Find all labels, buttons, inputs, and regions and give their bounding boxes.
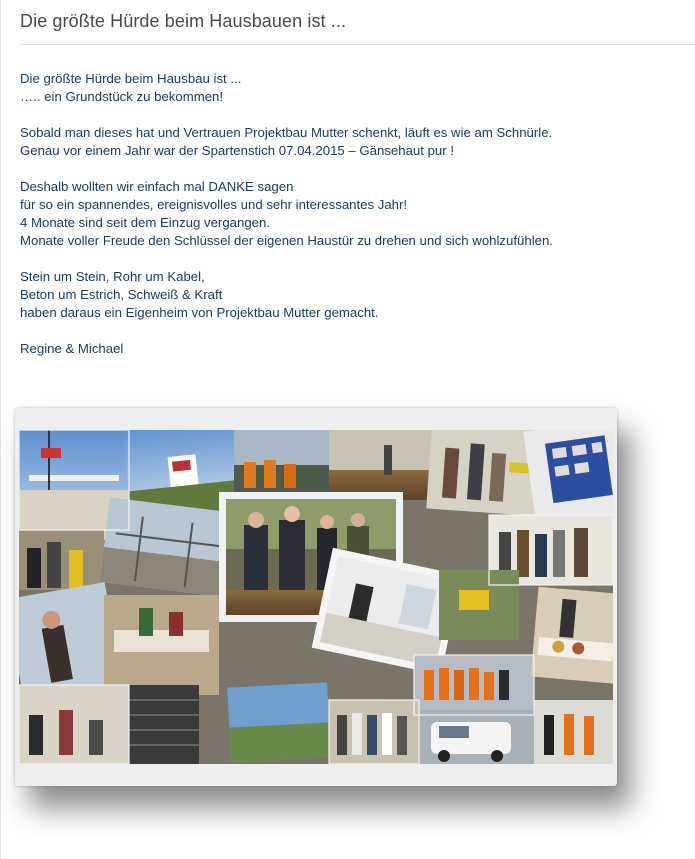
- text-line: Genau vor einem Jahr war der Spartenstich 07.04.2015 – Gänsehaut pur !: [20, 143, 454, 158]
- text-line: Deshalb wollten wir einfach mal DANKE sagen: [20, 179, 294, 194]
- text-line: für so ein spannendes, ereignisvolles und sehr interessantes Jahr!: [20, 197, 408, 212]
- text-line: Regine & Michael: [20, 341, 124, 356]
- signature: [20, 340, 680, 358]
- paragraph: [20, 124, 680, 160]
- text-line: ….. ein Grundstück zu bekommen!: [20, 89, 224, 104]
- photo-collage: [19, 430, 613, 764]
- text-line: 4 Monate sind seit dem Einzug vergangen.: [20, 215, 270, 230]
- photo-attachment[interactable]: [15, 408, 617, 786]
- paragraph: [20, 268, 680, 322]
- message-header: [20, 10, 695, 45]
- text-line: Sobald man dieses hat und Vertrauen Projektbau Mutter schenkt, läuft es wie am Schnürle.: [20, 125, 553, 140]
- paragraph: [20, 70, 680, 106]
- collage-image: [19, 430, 613, 764]
- subject-title: Die größte Hürde beim Hausbauen ist ...: [20, 11, 347, 31]
- text-line: Die größte Hürde beim Hausbau ist ...: [20, 71, 242, 86]
- text-line: Monate voller Freude den Schlüssel der eigenen Haustür zu drehen und sich wohlzufühlen.: [20, 233, 553, 248]
- text-line: Stein um Stein, Rohr um Kabel,: [20, 269, 205, 284]
- paragraph: [20, 178, 680, 250]
- pane-border: [0, 0, 1, 859]
- text-line: haben daraus ein Eigenheim von Projektbau Mutter gemacht.: [20, 305, 379, 320]
- text-line: Beton um Estrich, Schweiß & Kraft: [20, 287, 223, 302]
- message-body: [20, 70, 680, 376]
